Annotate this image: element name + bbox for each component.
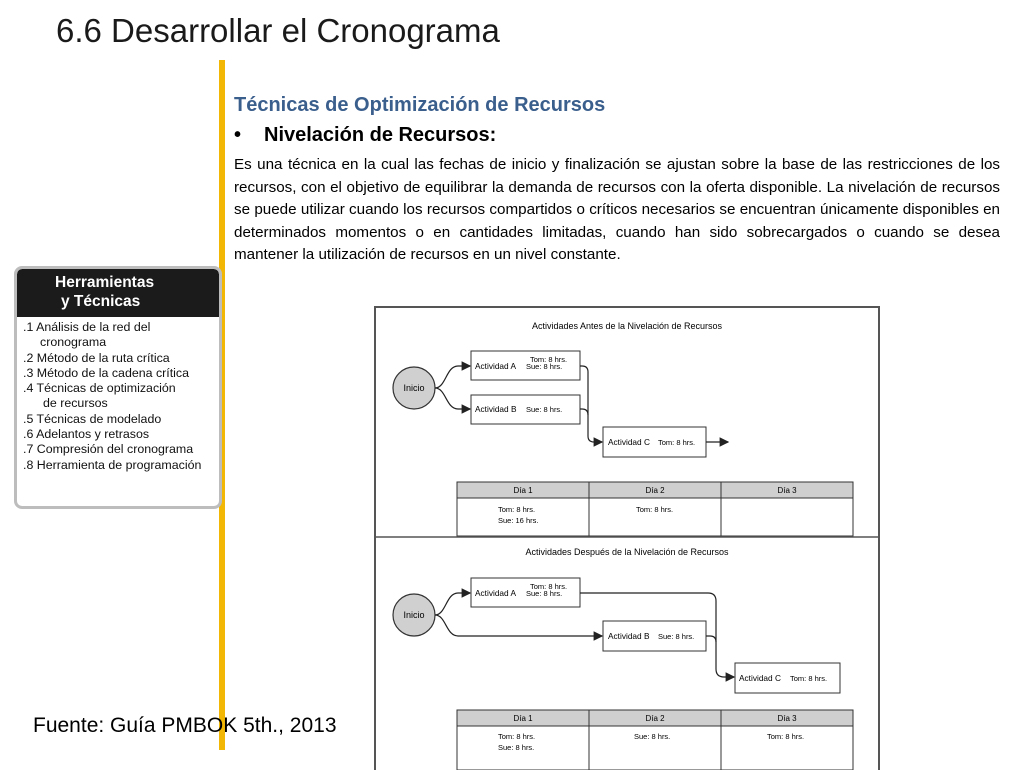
before-activity-a-label: Actividad A	[475, 361, 517, 371]
after-activity-b-label: Actividad B	[608, 631, 650, 641]
tools-item: de recursos	[43, 396, 108, 411]
paragraph-line: oferta disponible. La nivelación de recursos se puede utilizar cuando los recursos compartidos	[234, 178, 1000, 219]
after-activity-a-label: Actividad A	[475, 588, 517, 598]
before-day-1: Día 1	[513, 486, 533, 495]
after-activity-c-res: Tom: 8 hrs.	[790, 674, 828, 683]
diagram-svg	[376, 308, 878, 770]
after-day1-value: Sue: 8 hrs.	[498, 743, 535, 752]
tools-item: .1 Análisis de la red del	[23, 320, 151, 334]
bullet-item	[234, 124, 496, 147]
before-day1-value: Sue: 16 hrs.	[498, 516, 539, 525]
bullet-heading: Nivelación de Recursos:	[264, 124, 497, 146]
before-day1-value: Tom: 8 hrs.	[498, 505, 536, 514]
paragraph-line: Es una técnica en la cual las fechas de inicio y finalización se ajustan sobre la base de las	[234, 156, 863, 173]
after-activity-b-res: Sue: 8 hrs.	[658, 632, 695, 641]
before-activity-a-res: Sue: 8 hrs.	[526, 362, 563, 371]
tools-item: .2 Método de la ruta crítica	[23, 350, 170, 365]
resource-leveling-diagram	[374, 306, 880, 770]
after-day1-value: Tom: 8 hrs.	[498, 732, 536, 741]
before-start-label: Inicio	[403, 383, 425, 393]
after-start-label: Inicio	[403, 610, 425, 620]
section-subtitle: Técnicas de Optimización de Recursos	[234, 94, 606, 116]
tools-heading-line1: Herramientas	[55, 274, 155, 291]
before-activity-a-tom: Tom: 8 hrs.	[530, 355, 568, 364]
tools-item: cronograma	[40, 335, 107, 350]
tools-heading-line2: y Técnicas	[61, 293, 141, 310]
after-title: Actividades Después de la Nivelación de Recursos	[525, 547, 729, 557]
before-day-2: Día 2	[645, 486, 665, 495]
tools-item: .4 Técnicas de optimización	[23, 381, 176, 396]
after-day2-value: Sue: 8 hrs.	[634, 732, 671, 741]
after-activity-c-label: Actividad C	[739, 673, 781, 683]
before-activity-c-label: Actividad C	[608, 437, 650, 447]
after-day-2: Día 2	[645, 714, 665, 723]
before-activity-c-res: Tom: 8 hrs.	[658, 438, 696, 447]
before-day2-value: Tom: 8 hrs.	[636, 505, 674, 514]
tools-item: .3 Método de la cadena crítica	[23, 365, 189, 380]
paragraph-line: utilización de recursos en un nivel constante.	[318, 246, 621, 264]
tools-item: .5 Técnicas de modelado	[23, 411, 162, 426]
before-day-3: Día 3	[777, 486, 797, 495]
tools-item: .8 Herramienta de programación	[23, 457, 202, 472]
tools-list	[23, 320, 219, 473]
paragraph-line: o críticos necesarios se encuentran únicamente disponibles en determinados momentos o en	[234, 201, 1000, 241]
after-day-1: Día 1	[513, 714, 533, 723]
tools-item: .7 Compresión del cronograma	[23, 442, 194, 457]
tools-header	[17, 269, 219, 317]
before-title: Actividades Antes de la Nivelación de Recursos	[531, 321, 723, 331]
after-day3-value: Tom: 8 hrs.	[767, 732, 805, 741]
paragraph-line: cantidades limitadas, cuando han sido sobrecargados o cuando se desea mantener la	[234, 223, 1000, 264]
after-activity-a-res: Sue: 8 hrs.	[526, 589, 563, 598]
description-paragraph	[234, 154, 1000, 267]
before-activity-b-res: Sue: 8 hrs.	[526, 405, 563, 414]
tools-techniques-box	[14, 266, 222, 509]
after-activity-a-tom: Tom: 8 hrs.	[530, 582, 568, 591]
source-citation: Fuente: Guía PMBOK 5th., 2013	[33, 714, 337, 737]
bullet-dot: •	[234, 124, 242, 146]
after-day-3: Día 3	[777, 714, 797, 723]
tools-item: .6 Adelantos y retrasos	[23, 427, 150, 442]
before-activity-b-label: Actividad B	[475, 404, 517, 414]
slide-title: 6.6 Desarrollar el Cronograma	[56, 12, 500, 49]
paragraph-line: restricciones de los recursos, con el objetivo de equilibrar la demanda de recursos con la	[234, 156, 1000, 196]
